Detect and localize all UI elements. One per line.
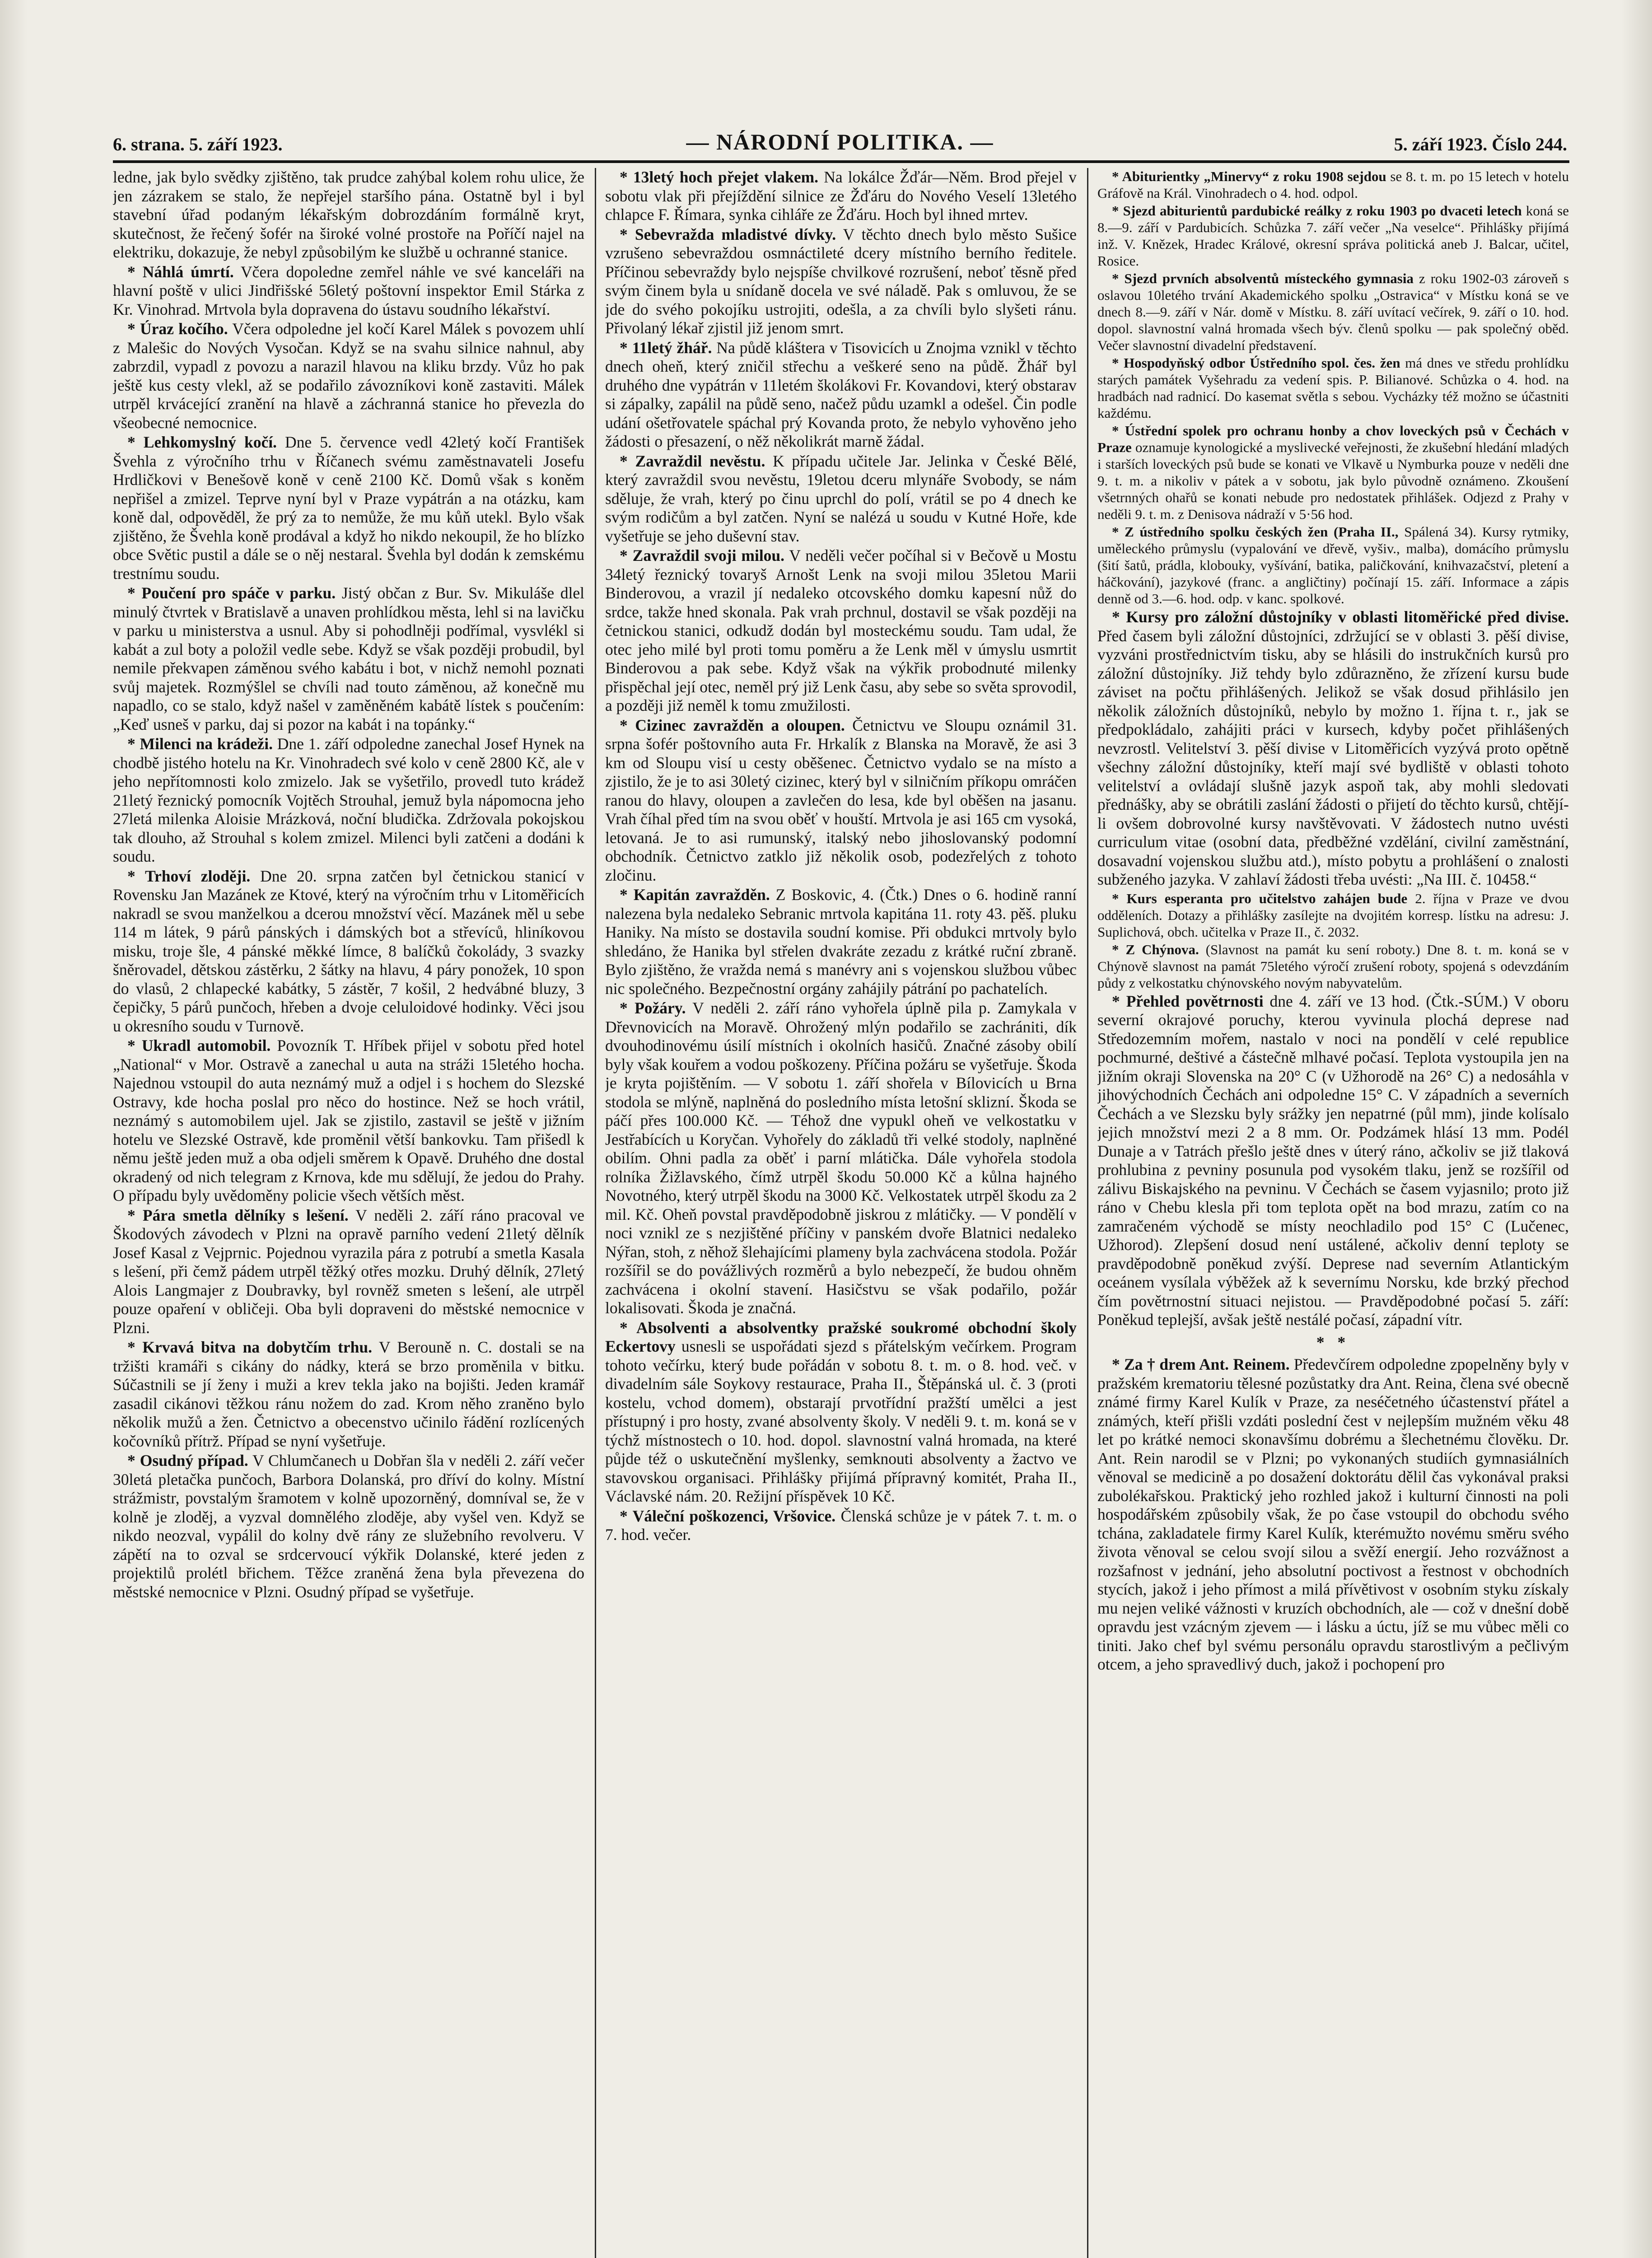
item-title: Lehkomyslný kočí. — [143, 433, 277, 451]
item-bullet: * — [1112, 1355, 1125, 1373]
item-text: ledne, jak bylo svědky zjištěno, tak prudce zahýbal kolem rohu ulice, že jen zázrakem se stalo, že nepřejel staršího pána. Ostatně byl i byl stavební úřad podaným lékařským dobrozdáním formálně kryt, skutečnost, že řečený šofér na široké volné prostoře na Poříčí najel na elektriku, dokazuje, že nebyl způsobilým ke službě u ochranné stanice. — [113, 168, 584, 261]
item-title: Hospodyňský odbor Ústředního spol. čes. žen — [1124, 355, 1400, 371]
item-title: Osudný případ. — [140, 1451, 248, 1470]
item-title: Kapitán zavražděn. — [633, 886, 770, 904]
item-title: Poučení pro spáče v parku. — [141, 584, 336, 602]
news-item — [113, 584, 584, 734]
column-1 — [113, 168, 584, 2258]
item-bullet: * — [1112, 941, 1126, 957]
item-title: Pára smetla dělníky s lešení. — [142, 1206, 349, 1224]
item-title: Přehled povětrnosti — [1126, 992, 1264, 1010]
item-text: Povozník T. Hříbek přijel v sobotu před hotel „National“ v Mor. Ostravě a zanechal u auta na stráži 15letého hocha. Najednou vstoupil do auta neznámý muž a odjel i s hochem do Slezské Ostravy, kde hocha poslal pro něco do hostince. Než se hoch vrátil, neznámý s automobilem ujel. Jak se zjistilo, zastavil se ještě v jižním hotelu ve Slezské Ostravě, kde proměnil větší bankovku. Tam přišedl k němu ještě jeden muž a oba odjeli směrem k Opavě. Druhého dne dostal okradený od nich telegram z Krnova, kde mu sdělují, že jedou do Prahy. O případu byly uvědoměny policie všech větších měst. — [113, 1036, 584, 1204]
item-text: Předevčírem odpoledne zpopelněny byly v pražském krematoriu tělesné pozůstatky dra Ant. Reina, člena své obecně známé firmy Karel Kulík v Praze, za neséčetného účastenství přátel a známých, kteří přišli vzdáti poslední čest v nejlepším mužném věku 48 let po krátké nemoci skonavšímu dobrému a šlechetnému člověku. Dr. Ant. Rein narodil se v Plzni; po vykonaných studiích gymnasiálních věnoval se medicině a po dosažení doktorátu dělil čas vykonával praksi zubolékařskou. Praktický jeho rozhled jakož i kulturní činnosti na poli hospodářském způsobily však, že po čase vstoupil do obchodu svého tchána, zakladatele firmy Karel Kulík, kterémužto novému směru svého života věnoval se celou svojí silou a svěží energií. Jeho rozvážnost a rozšafnost v jednání, jeho absolutní poctivost a řestnost v obchodních stycích, jakož i jeho přímost a milá přívětivost v osobním styku získaly mu nejen veliké vážnosti v kruzích obchodních, ale — což v dnešní době opravdu jest vzácným zjevem — i lásku a úctu, jíž se mu vůbec měli co tiniti. Jako chef byl svému personálu opravdu starostlivým a pečlivým otcem, a jeho spravedlivý duch, jakož i pochopení pro — [1097, 1355, 1569, 1673]
item-title: Sjezd abiturientů pardubické reálky z roku 1903 po dvaceti letech — [1123, 203, 1522, 219]
item-title: Trhoví zloději. — [145, 867, 251, 885]
item-title: Milenci na krádeži. — [140, 735, 273, 753]
item-title: Kurs esperanta pro učitelstvo zahájen bude — [1126, 890, 1408, 906]
news-item — [605, 1507, 1077, 1544]
item-text: Na půdě kláštera v Tisovicích u Znojma vznikl v těchto dnech oheň, který zničil střechu a veškeré seno na půdě. Žhář byl druhého dne vypátrán v 11letém školákovi Fr. Kovandovi, který obstarav si zápalky, zapálil na půdě seno, načež půdu uzamkl a odešel. Čin podle udání ošetřovatele spáchal prý Kovanda proto, že nebylo vyhověno jeho žádosti o přesazení, o něž několikrát marně žádal. — [605, 338, 1077, 450]
news-item — [605, 452, 1077, 546]
item-bullet: * — [620, 225, 635, 243]
item-title: Ukradl automobil. — [141, 1036, 271, 1054]
item-title: Absolventi a absolventky pražské soukromé obchodní školy Eckertovy — [605, 1318, 1077, 1355]
news-item — [113, 320, 584, 432]
news-item — [113, 1338, 584, 1451]
news-item — [605, 999, 1077, 1318]
item-bullet: * — [620, 886, 634, 904]
news-item — [113, 263, 584, 319]
item-text: koná se 8.—9. září v Pardubicích. Schůzka 7. září večer „Na veselce“. Přihlášky přijímá inž. V. Knězek, Hradec Králové, okresní správa politická aneb J. Balcar, učitel, Rosice. — [1097, 203, 1569, 269]
item-bullet: * — [620, 546, 633, 564]
news-item — [1097, 270, 1569, 354]
item-bullet: * — [127, 1206, 143, 1224]
item-bullet: * — [127, 1036, 142, 1054]
item-text: Četnictvu ve Sloupu oznámil 31. srpna šofér poštovního auta Fr. Hrkalík z Blanska na Moravě, že asi 3 km od Sloupu visí u cesty oběšenec. Četnictvo vydalo se na místo a zjistilo, že je to asi 30letý cizinec, který byl v silničním příkopu omráčen ranou do hlavy, oloupen a zavlečen do lesa, kde byl oběšen na jasanu. Vrah číhal před tím na svou oběť v houští. Mrtvola je asi 165 cm vysoká, letovaná. Je to asi rumunský, italský nebo jihoslovanský podomní obchodník. Četnictvo zatklo již několik osob, podezřelých z tohoto zločinu. — [605, 716, 1077, 884]
item-text: Z Boskovic, 4. (Čtk.) Dnes o 6. hodině ranní nalezena byla nedaleko Sebranic mrtvola kapitána 11. roty 43. pěš. pluku Haniky. Na místo se dostavila soudní komise. Při obdukci mrtvoly bylo shledáno, že Hanika byl střelen dvakráte zezadu z krátké ruční zbraně. Bylo zjištěno, že vražda nemá s manévry ani s vojenskou službou vůbec nic společného. Bezpečnostní orgány zahájily pátrání po pachatelích. — [605, 886, 1077, 998]
item-bullet: * — [620, 338, 632, 357]
item-title: Úraz kočího. — [140, 320, 228, 338]
item-title: Sebevražda mladistvé dívky. — [635, 225, 836, 243]
item-title: Váleční poškozenci, Vršovice. — [632, 1507, 836, 1525]
item-bullet: * — [127, 1338, 143, 1356]
news-item — [1097, 202, 1569, 269]
item-text: Včera odpoledne jel kočí Karel Málek s povozem uhlí z Malešic do Nových Vysočan. Když se na svahu silnice nahnul, aby zabrzdil, vypadl z povozu a narazil hlavou na kliku brzdy. Vůz ho pak ještě kus cesty vlekl, až se podařilo závozníkovi koně zastaviti. Málek utrpěl krvácející zranění na hlavě a záchranná stanice ho převezla do všeobecné nemocnice. — [113, 320, 584, 432]
item-bullet: * — [620, 452, 635, 470]
item-title: Ústřední spolek pro ochranu honby a chov loveckých psů v Čechách v Praze — [1097, 423, 1569, 455]
column-2 — [605, 168, 1077, 2258]
news-item — [113, 433, 584, 583]
item-title: Kursy pro záložní důstojníky v oblasti litoměřické před divise. — [1126, 608, 1569, 626]
item-title: Za † drem Ant. Reinem. — [1124, 1355, 1290, 1373]
item-bullet: * — [127, 867, 145, 885]
news-item — [113, 1036, 584, 1205]
item-bullet: * — [1112, 168, 1122, 184]
news-item — [1097, 168, 1569, 201]
news-item — [1097, 890, 1569, 940]
item-bullet: * — [1112, 992, 1126, 1010]
news-item — [1097, 1355, 1569, 1674]
item-bullet: * — [620, 168, 633, 186]
item-text: má dnes ve středu prohlídku starých památek Vyšehradu za vedení spis. P. Bilianové. Schůzka o 4. hod. na hradbách nad radnicí. Do kasemat světla s sebou. Vycházky též možno se účastniti každému. — [1097, 355, 1569, 421]
item-title: Z Chýnova. — [1125, 941, 1199, 957]
item-text: (Slavnost na památ ku sení roboty.) Dne 8. t. m. koná se v Chýnově slavnost na památ 75letého výročí zrušení roboty, spojená s odevzdáním půdy z velkostatku chýnovského novým nabyvatelům. — [1097, 941, 1569, 991]
column-divider — [1087, 168, 1088, 2258]
item-text: V neděli 2. září ráno vyhořela úplně pila p. Zamykala v Dřevnovicích na Moravě. Ohrožený mlýn podařilo se zachrániti, dík dvouhodinovému úsilí místních i okolních hasičů. Značné zásoby obilí byly však kouřem a vodou poškozeny. Příčina požáru se vyšetřuje. Škoda je kryta pojištěním. — V sobotu 1. září shořela v Bílovicích u Brna stodola se mlýně, naplněná do posledního místa letošní sklizní. Škoda se páčí přes 100.000 Kč. — Téhož dne vypukl oheň ve velkostatku v Jestřabících u Koryčan. Vyhořely do základů tři velké stodoly, naplněné obilím. Ohni padla za oběť i parní mlátička. Dále vyhořela stodola rolníka Žižlavského, čímž utrpěl škodu 50.000 Kč a kůlna hajného Novotného, který utrpěl škodu na 3000 Kč. Velkostatek utrpěl škodu za 2 mil. Kč. Oheň povstal pravděpodobně jiskrou z mlátičky. — V pondělí v noci vznikl ze s nezjištěné příčiny v panském dvoře Blatnici nedaleko Nýřan, stoh, z něhož šlehajícími plameny byla zachvácena stodola. Požár rozšířil se do povážlivých rozměrů a bylo nebezpečí, že budou ohněm zachvácena i okolní stavení. Hasičstvu se však podařilo, požár lokalisovati. Škoda je značná. — [605, 999, 1077, 1317]
news-item — [1097, 422, 1569, 523]
page-header — [113, 131, 1567, 158]
news-item — [1097, 941, 1569, 991]
item-text: Členská schůze je v pátek 7. t. m. o 7. hod. večer. — [605, 1507, 1077, 1544]
item-title: 13letý hoch přejet vlakem. — [633, 168, 819, 186]
news-item — [113, 867, 584, 1036]
news-item — [605, 886, 1077, 998]
news-item — [1097, 608, 1569, 889]
item-bullet: * — [620, 1507, 633, 1525]
item-text: Jistý občan z Bur. Sv. Mikuláše dlel minulý čtvrtek v Bratislavě a unaven prohlídkou města, lehl si na lavičku v parku u ministerstva a usnul. Aby si pohodlněji podřímal, vysvlékl si kabát a zul boty a položil vedle sebe. Když se však později probudil, byl nemile překvapen záměnou svého kabátu i bot, v nichž nemohl poznati svůj majetek. Rozmýšlel se chvíli nad touto záměnou, až konečně mu napadlo, co se stalo, když našel v zaměněném kabátě lístek s poučením: „Keď usneš v parku, daj si pozor na kabát i na topánky.“ — [113, 584, 584, 733]
header-rule — [113, 160, 1569, 163]
item-bullet: * — [1112, 355, 1124, 371]
news-item — [113, 1206, 584, 1338]
item-text: Spálená 34). Kursy rytmiky, uměleckého průmyslu (vypalování ve dřevě, vyšiv., malba), domácího průmyslu (šití šatů, prádla, klobouky, vyšívání, batika, paličkování, knihvazačství, pletení a háčkování), jazykové (franc. a angličtiny) počínají 15. září. Informace a zápis denně od 3.—6. hod. odp. v kanc. spolkové. — [1097, 524, 1569, 606]
item-title: Požáry. — [635, 999, 686, 1017]
news-item — [113, 1451, 584, 1601]
item-bullet: * — [620, 1318, 637, 1337]
item-text: z roku 1902-03 zároveň s oslavou 10letého trvání Akademického spolku „Ostravica“ v Místku koná se ve dnech 8.—9. září v Nár. domě v Místku. 8. září uvítací večírek, 9. září o 10. hod. dopol. slavnostní valná hromada všech býv. členů spolku — pak společný oběd. Večer slavnostní divadelní představení. — [1097, 271, 1569, 353]
item-text: Před časem byli záložní důstojníci, zdržující se v oblasti 3. pěší divise, vyzváni prostřednictvím tisku, aby se hlásili do instrukčních kursů pro záložní důstojníky. Již tehdy bylo zdůrazněno, že zřízení kursu bude záviset na počtu přihlášených. Jelikož se však dosud přihlásilo jen několik záložních důstojníků, nebylo by možno 1. října t. r., jak se předpokládalo, zahájiti práci v kursech, kdyby počet přihlášených nevzrostl. Velitelství 3. pěší divise v Litoměřicích vyzývá proto opětně všechny záložní důstojníky, kteří mají své bydliště v oblasti tohoto velitelství a ovládají slušně jazyk aspoň tak, aby mohli sledovati přednášky, aby se obrátili zaslání žádosti o přijetí do těchto kursů, chtějí-li ovšem dobrovolné kursy navštěvovati. V žádostech nutno uvésti curriculum vitae (osobní data, předběžné vzdělání, civilní zaměstnání, dosavadní vojenskou službu atd.), místo pobytu a prohlášení o znalosti subženého jazyka. V zahlaví žádosti třeba uvésti: „Na III. č. 10458.“ — [1097, 626, 1569, 888]
item-text: Včera dopoledne zemřel náhle ve své kanceláři na hlavní poště v ulici Jindřišské 56letý poštovní inspektor Emil Stárka z Kr. Vinohrad. Mrtvola byla dopravena do ústavu soudního lékařství. — [113, 262, 584, 318]
item-bullet: * — [127, 320, 140, 338]
item-text: V Chlumčanech u Dobřan šla v neděli 2. září večer 30letá pletačka punčoch, Barbora Dolanská, pro dříví do kolny. Místní strážmistr, povstalým šramotem v kolně upozorněný, domníval se, že v kolně je zloděj, a vyzval domnělého zloděje, aby vyšel ven. Když se nikdo neozval, vypálil do kolny dvě rány ze služebního revolveru. V zápětí na to ozval se srdcervoucí výkřik Dolanské, které jeden z projektilů prolétl břichem. Těžce zraněná žena byla převezena do městské nemocnice v Plzni. Osudný případ se vyšetřuje. — [113, 1451, 584, 1601]
news-item — [605, 1319, 1077, 1506]
column-3 — [1097, 168, 1569, 2258]
header-date-issue: 5. září 1923. Číslo 244. — [1394, 134, 1567, 154]
news-item — [113, 168, 584, 262]
item-bullet: * — [1112, 423, 1125, 439]
item-text: Dne 20. srpna zatčen byl četnickou stanicí v Rovensku Jan Mazánek ze Ktové, který na výročním trhu v Litoměřicích nakradl se svou manželkou a dcerou množství věcí. Mazánek měl u sebe 114 m látek, 9 párů pánských i dámských bot a střevíců, hliníkovou misku, troje šle, 4 pánské měkké límce, 8 balíčků čokolády, 3 svazky šněrovadel, dětskou zástěrku, 2 šátky na hlavu, 4 páry ponožek, 10 spon do vlasů, 2 chlapecké kabátky, 5 zástěr, 7 košil, 2 hedvábné bluzy, 3 čepičky, 5 párů punčoch, hřeben a dvoje celuloidové hodinky. Věci jsou u okresního soudu v Turnově. — [113, 867, 584, 1035]
item-title: Zavraždil svoji milou. — [632, 546, 785, 564]
item-text: Dne 1. září odpoledne zanechal Josef Hynek na chodbě jistého hotelu na Kr. Vinohradech své kolo v ceně 2800 Kč, ale v jeho nepřítomnosti kolo zmizelo. Jak se vyšetřilo, provedl tuto krádež 21letý řeznický pomocník Vojtěch Strouhal, jemuž byla nápomocna jeho 27letá milenka Aloisie Mrázková, noční bludička. Zdržovala pokojskou tak dlouho, až Strouhal s kolem zmizel. Milenci byli zatčeni a dodáni k soudu. — [113, 735, 584, 865]
item-bullet: * — [1112, 524, 1125, 540]
news-item — [605, 168, 1077, 224]
item-bullet: * — [1112, 890, 1127, 906]
item-text: dne 4. září ve 13 hod. (Čtk.-SÚM.) V oboru severní okrajové poruchy, kterou vyvinula plochá deprese nad Středozemním mořem, nastalo v noci na pondělí v celé republice pochmurné, deštivé a částečně mlhavé počasí. Teplota vystoupila jen na jižním okraji Slovenska na 20° C (v Užhorodě na 26° C) a nedosáhla v jihovýchodních Čechách ani odpoledne 15° C. V západních a severních Čechách a ve Slezsku byly srážky jen nepatrné (půl mm), jinde kolísalo jejich množství mezi 2 a 8 mm. Or. Podzámek hlásí 13 mm. Podél Dunaje a v Tatrách přešlo ještě dnes v úterý ráno, ačkoliv se již tlaková prohlubina z pevniny posunula pod vysokém tlaku, jenž se rozšířil od zálivu Biskajského na pevninu. V Čechách se časem vyjasnilo; proto již ráno v Chebu klesla při tom teplota opět na bod mrazu, zatím co na zamračeném východě se místy neochladilo pod 15° C (Lučenec, Užhorod). Zlepšení dosud není ustálené, ačkoliv denní teploty se pravděpodobně poněkud zvýší. Deprese nad severním Atlantickým oceánem vysílala výběžek až k severnímu Norsku, kde brzký přechod čím povětrnostní situaci nejistou. — Pravděpodobné počasí 5. září: Poněkud teplejší, avšak ještě nestálé počasí, západní vítr. — [1097, 992, 1569, 1329]
item-title: Náhlá úmrtí. — [142, 262, 234, 281]
news-item — [605, 339, 1077, 451]
header-page-number-date: 6. strana. 5. září 1923. — [113, 134, 283, 154]
item-text: V neděli večer počíhal si v Bečově u Mostu 34letý řeznický tovaryš Arnošt Lenk na svoji milou 35letou Marii Binderovou, a vrazil jí nedaleko otcovského domku kapesní nůž do srdce, takže hned skonala. Pak vrah prchnul, dostavil se však později na četnickou stanici, odkudž dodán byl mosteckému soudu. Tam udal, že otec jeho milé byl proti tomu poměru a že Lenk měl v úmyslu usmrtit Binderovou a pak sebe. Když však na výkřik probodnuté milenky přispěchal její otec, neměl prý již Lenk času, aby sebe so světa sprovodil, a později již neměl k tomu zmužilosti. — [605, 546, 1077, 714]
news-item — [1097, 355, 1569, 421]
item-bullet: * — [127, 584, 142, 602]
item-title: 11letý žhář. — [632, 338, 712, 357]
section-divider: * * — [1316, 1333, 1350, 1351]
item-text: V Berouně n. C. dostali se na tržišti kramáři s cikány do nádky, která se brzo proměnila v bitku. Súčastnili se jí ženy i muži a krev tekla jako na bojišti. Jeden kramář zasadil cikánovi těžkou ránu nožem do zad. Krom něho zraněno bylo několik mužů a žen. Četnictvo a obecenstvo učinilo řádění rozlícených kočovníků přítrž. Případ se nyní vyšetřuje. — [113, 1338, 584, 1450]
news-item — [605, 546, 1077, 715]
item-text: V neděli 2. září ráno pracoval ve Škodových závodech v Plzni na opravě parního vedení 21letý dělník Josef Kasal z Vejprnic. Pojednou vyrazila pára z potrubí a smetla Kasala s lešení, při čemž pádem utrpěl těžký otřes mozku. Druhý dělník, 27letý Alois Langmajer z Doubravky, byl rovněž smeten s lešení, ale utrpěl pouze opaření v obličeji. Oba byli dopraveni do městské nemocnice v Plzni. — [113, 1206, 584, 1337]
news-item — [113, 735, 584, 866]
item-text: Dne 5. července vedl 42letý kočí František Švehla z výročního trhu v Říčanech svému zaměstnavateli Josefu Hrdličkovi v Benešově koně v ceně 2100 Kč. Domů však s koněm nepřišel a zmizel. Teprve nyní byl v Praze vypátrán a na otázku, kam koně dal, odpověděl, že prý za to nemůže, že mu kůň utekl. Bylo však zjištěno, že Švehla koně prodával a když ho nikdo nekoupil, že ho blízko obce Světic pustil a dále se o něj nestaral. Švehla byl dodán k zemskému trestnímu soudu. — [113, 433, 584, 583]
column-divider — [595, 168, 596, 2258]
masthead-title: — NÁRODNÍ POLITIKA. — — [686, 129, 994, 154]
item-bullet: * — [620, 999, 635, 1017]
news-item — [1097, 992, 1569, 1330]
item-title: Sjezd prvních absolventů místeckého gymnasia — [1124, 271, 1414, 286]
item-text: oznamuje kynologické a myslivecké veřejnosti, že zkušební hledání mladých i starších loveckých psů bude se konati ve Vlkavě u Nymburka pouze v neděli dne 9. t. m. a nikoliv v pátek a v sobotu, jak bylo původně oznámeno. Zkoušení všetrnných ohařů se konati nebude pro nedostatek přihlášek. Odjezd z Prahy v neděli 9. t. m. z Denisova nádraží v 5·56 hod. — [1097, 439, 1569, 522]
item-text: Na lokálce Žďár—Něm. Brod přejel v sobotu vlak při přejíždění silnice ze Žďáru do Nového Veselí 13letého chlapce F. Římara, synka cihláře ze Žďáru. Hoch byl ihned mrtev. — [605, 168, 1077, 224]
item-title: Zavraždil nevěstu. — [635, 452, 765, 470]
news-item — [605, 716, 1077, 885]
item-text: K případu učitele Jar. Jelinka v České Bělé, který zavraždil svou nevěstu, 19letou dceru mlynáře Svobody, se nám sděluje, že vrah, který po činu uprchl do polí, vrátil se po 4 dnech ke svým rodičům a byl zatčen. Nyní se nalézá u soudu v Kutné Hoře, kde vyšetřuje se jeho duševní stav. — [605, 452, 1077, 545]
item-bullet: * — [620, 716, 635, 734]
item-bullet: * — [1112, 203, 1123, 219]
item-text: usnesli se uspořádati sjezd s přátelským večírkem. Program tohoto večírku, který bude pořádán v sobotu 8. t. m. o 8. hod. več. v divadelním sále Soykovy restaurace, Praha II., Štěpánská ul. č. 3 (proti kostelu, vchod domem), obstarají prvotřídní pražští umělci a jest přístupný i pro hosty, zvané absolventy školy. V neděli 9. t. m. koná se v týchž místnostech o 10. hod. dopol. slavnostní valná hromada, na které půjde též o uskutečnění myšlenky, semknouti absolventy a žactvo ve stavovskou organisaci. Přihlášky přijímá přípravný komitét, Praha II., Václavské nám. 20. Režijní příspěvek 10 Kč. — [605, 1337, 1077, 1505]
item-bullet: * — [127, 735, 140, 753]
item-title: Abiturientky „Minervy“ z roku 1908 sejdou — [1122, 168, 1386, 184]
item-title: Krvavá bitva na dobytčím trhu. — [142, 1338, 372, 1356]
item-title: Cizinec zavražděn a oloupen. — [635, 716, 845, 734]
item-bullet: * — [1112, 271, 1125, 286]
item-bullet: * — [127, 1451, 140, 1470]
item-bullet: * — [127, 433, 144, 451]
item-text: 2. října v Praze ve dvou odděleních. Dotazy a přihlášky zasílejte na dvojitém korresp. lístku na adresu: J. Suplichová, obch. učitelka v Praze II., č. 2032. — [1097, 890, 1569, 940]
item-bullet: * — [1112, 608, 1126, 626]
article-columns — [113, 168, 1569, 2258]
item-title: Z ústředního spolku českých žen (Praha II., — [1125, 524, 1399, 540]
news-item — [605, 225, 1077, 338]
item-bullet: * — [127, 262, 143, 281]
item-text: se 8. t. m. po 15 letech v hotelu Gráfově na Král. Vinohradech o 4. hod. odpol. — [1097, 168, 1569, 201]
news-item — [1097, 523, 1569, 607]
item-text: V těchto dnech bylo město Sušice vzrušeno sebevraždou osmnáctileté dcery místního berního ředitele. Příčinou sebevraždy bylo nejspíše chvilkové rozrušení, neboť těsně před svým činem byla u snídaně docela ve své náladě. Pak s omluvou, že se jde do svého pokojíku ustrojiti, odešla, a za chvíli bylo slyšeti ránu. Přivolaný lékař zjistil již jenom smrt. — [605, 225, 1077, 337]
